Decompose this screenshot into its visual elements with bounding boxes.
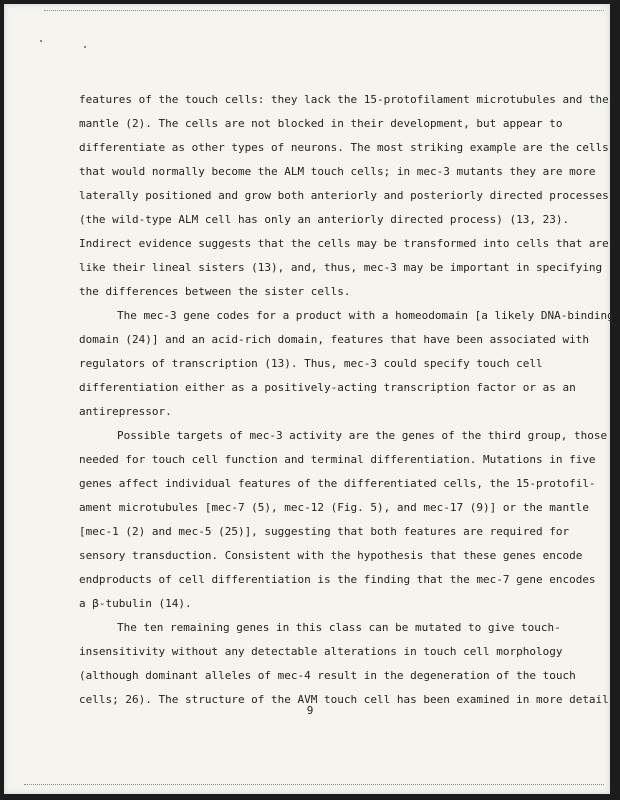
text-line: features of the touch cells: they lack the 15-protofilament microtubules and the bbox=[79, 93, 609, 106]
text-line: genes affect individual features of the differentiated cells, the 15-protofil- bbox=[79, 477, 596, 490]
text-line: that would normally become the ALM touch cells; in mec-3 mutants they are more bbox=[79, 165, 596, 178]
text-line: cells; 26). The structure of the AVM touch cell has been examined in more detail bbox=[79, 693, 609, 706]
text-line: differentiate as other types of neurons. The most striking example are the cells bbox=[79, 141, 609, 154]
text-line: needed for touch cell function and terminal differentiation. Mutations in five bbox=[79, 453, 596, 466]
page-number: 9 bbox=[306, 704, 314, 717]
text-line: (although dominant alleles of mec-4 result in the degeneration of the touch bbox=[79, 669, 576, 682]
text-line: antirepressor. bbox=[79, 405, 172, 418]
text-line: (the wild-type ALM cell has only an anteriorly directed process) (13, 23). bbox=[79, 213, 570, 226]
bottom-edge-artifact bbox=[24, 784, 604, 786]
text-line: Indirect evidence suggests that the cells may be transformed into cells that are bbox=[79, 237, 609, 250]
text-line: a β-tubulin (14). bbox=[79, 597, 192, 610]
text-line: like their lineal sisters (13), and, thus, mec-3 may be important in specifying bbox=[79, 261, 603, 274]
text-line: mantle (2). The cells are not blocked in their development, but appear to bbox=[79, 117, 563, 130]
text-line: laterally positioned and grow both anteriorly and posteriorly directed processes bbox=[79, 189, 609, 202]
text-line: sensory transduction. Consistent with the hypothesis that these genes encode bbox=[79, 549, 583, 562]
text-line: ament microtubules [mec-7 (5), mec-12 (Fig. 5), and mec-17 (9)] or the mantle bbox=[79, 501, 589, 514]
scan-speck bbox=[84, 46, 86, 48]
text-line: Possible targets of mec-3 activity are the genes of the third group, those bbox=[117, 429, 608, 442]
text-line: differentiation either as a positively-acting transcription factor or as an bbox=[79, 381, 576, 394]
text-line: endproducts of cell differentiation is the finding that the mec-7 gene encodes bbox=[79, 573, 596, 586]
top-edge-artifact bbox=[44, 10, 604, 12]
text-line: The mec-3 gene codes for a product with a homeodomain [a likely DNA-binding bbox=[117, 309, 614, 322]
body-text bbox=[79, 88, 614, 712]
text-line: domain (24)] and an acid-rich domain, features that have been associated with bbox=[79, 333, 589, 346]
text-line: The ten remaining genes in this class can be mutated to give touch- bbox=[117, 621, 561, 634]
text-line: the differences between the sister cells. bbox=[79, 285, 351, 298]
text-line: regulators of transcription (13). Thus, mec-3 could specify touch cell bbox=[79, 357, 543, 370]
scan-speck bbox=[40, 40, 42, 42]
text-line: insensitivity without any detectable alterations in touch cell morphology bbox=[79, 645, 563, 658]
text-line: [mec-1 (2) and mec-5 (25)], suggesting that both features are required for bbox=[79, 525, 570, 538]
